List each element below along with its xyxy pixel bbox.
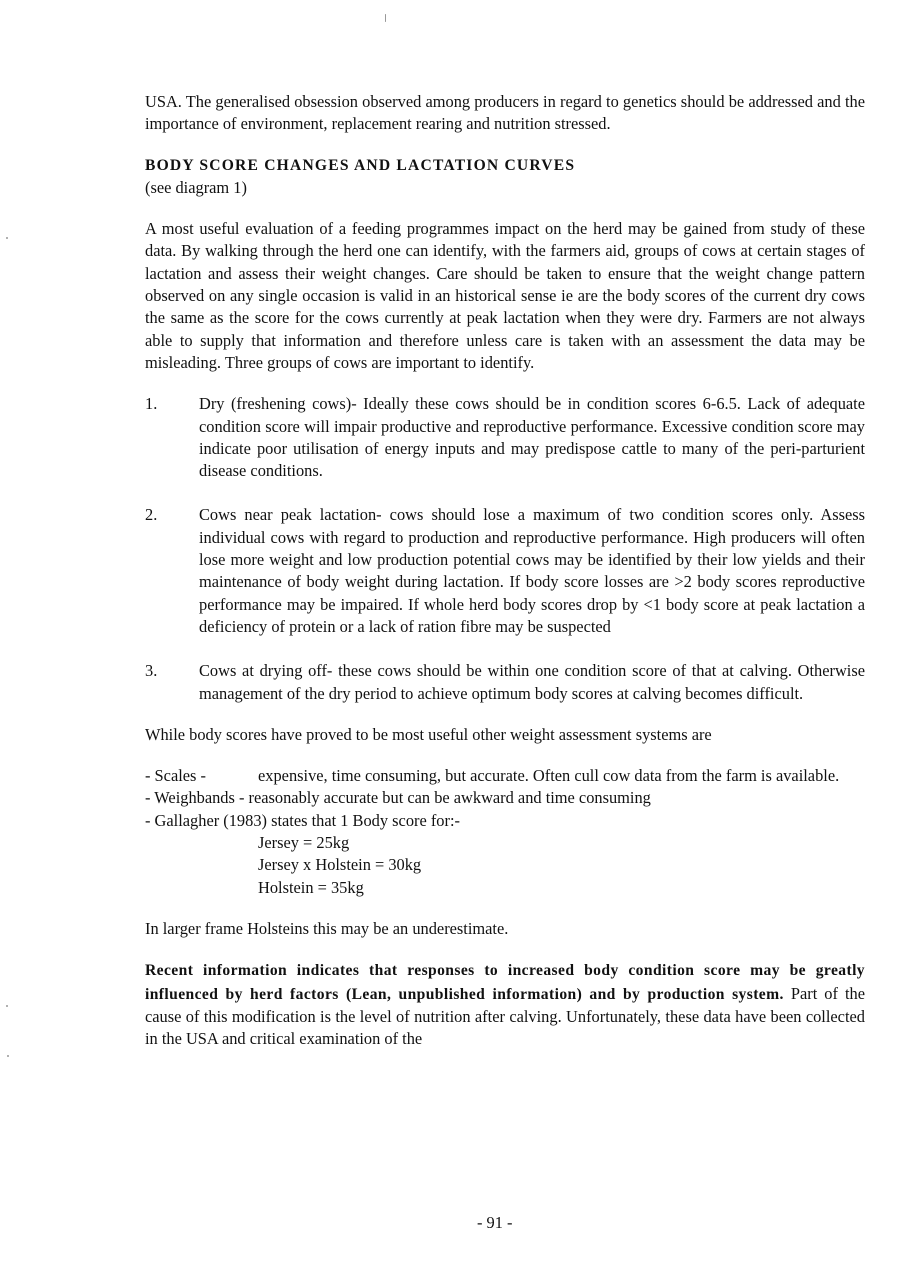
scan-speck <box>6 1005 8 1007</box>
scales-text: expensive, time consuming, but accurate. Often cull cow data from the farm is available. <box>258 766 840 786</box>
weighbands-bullet: - Weighbands - reasonably accurate but can be awkward and time consuming <box>145 788 651 808</box>
gallagher-bullet: - Gallagher (1983) states that 1 Body score for:- <box>145 810 460 830</box>
breed-line: Jersey x Holstein = 30kg <box>258 855 422 875</box>
breed-line: Jersey = 25kg <box>258 833 350 853</box>
systems-paragraph: While body scores have proved to be most useful other weight assessment systems are <box>145 724 712 744</box>
breed-line: Holstein = 35kg <box>258 877 364 897</box>
recent-regular-text: Part of the cause of this modification is the level of nutrition after calving. Unfortunately, these data have been collected in the USA and critical examination of the <box>145 983 865 1049</box>
scan-speck <box>7 1055 9 1057</box>
list-text: Cows at drying off- these cows should be within one condition score of that at calving. Otherwise management of the dry period to achieve optimum body scores at calving becomes difficult. <box>199 661 865 703</box>
list-text: Cows near peak lactation- cows should lose a maximum of two condition scores only. Assess individual cows with regard to production and reproductive performance. High producers will often lose more weight and low production potential cows may be identified by their low yields and their maintenance of body weight during lactation. If body score losses are >2 body scores reproductive performance may be impaired. If whole herd body scores drop by <1 body score at peak lactation a deficiency of protein or a lack of ration fibre may be suspected <box>199 505 865 636</box>
numbered-list <box>145 393 865 705</box>
frame-paragraph: In larger frame Holsteins this may be an underestimate. <box>145 918 509 938</box>
list-text: Dry (freshening cows)- Ideally these cows should be in condition scores 6-6.5. Lack of adequate condition score will impair productive and reproductive performance. Excessive condition score may indicate poor utilisation of energy inputs and may predispose cattle to many of the peri-parturient disease conditions. <box>199 394 865 481</box>
list-number: 3. <box>145 661 158 681</box>
document-page <box>145 91 865 1050</box>
intro-paragraph: USA. The generalised obsession observed among producers in regard to genetics should be addressed and the importance of environment, replacement rearing and nutrition stressed. <box>145 92 865 134</box>
scales-label: - Scales - <box>145 766 206 786</box>
page-number: - 91 - <box>477 1213 513 1232</box>
scan-speck <box>6 237 8 239</box>
scan-speck <box>385 14 386 22</box>
list-number: 1. <box>145 394 158 414</box>
recent-paragraph <box>145 959 865 1050</box>
evaluation-paragraph: A most useful evaluation of a feeding programmes impact on the herd may be gained from study of these data. By walking through the herd one can identify, with the farmers aid, groups of cows at certain stages of lactation and assess their weight changes. Care should be taken to ensure that the weight change pattern observed on any single occasion is valid in an historical sense ie are the body scores of the current dry cows the same as the score for the cows currently at peak lactation when they were dry. Farmers are not always able to supply that information and therefore unless care is taken with an assessment the data may be misleading. Three groups of cows are important to identify. <box>145 219 865 372</box>
list-number: 2. <box>145 505 158 525</box>
section-heading: BODY SCORE CHANGES AND LACTATION CURVES <box>145 156 576 174</box>
scales-bullet <box>145 765 865 787</box>
recent-bold-text: Recent information indicates that responses to increased body condition score may be greatly influenced by herd factors (Lean, unpublished information) and by production system. <box>145 962 865 1003</box>
list-item <box>145 660 865 705</box>
list-item <box>145 393 865 482</box>
section-subheading: (see diagram 1) <box>145 177 247 197</box>
list-item <box>145 504 865 638</box>
